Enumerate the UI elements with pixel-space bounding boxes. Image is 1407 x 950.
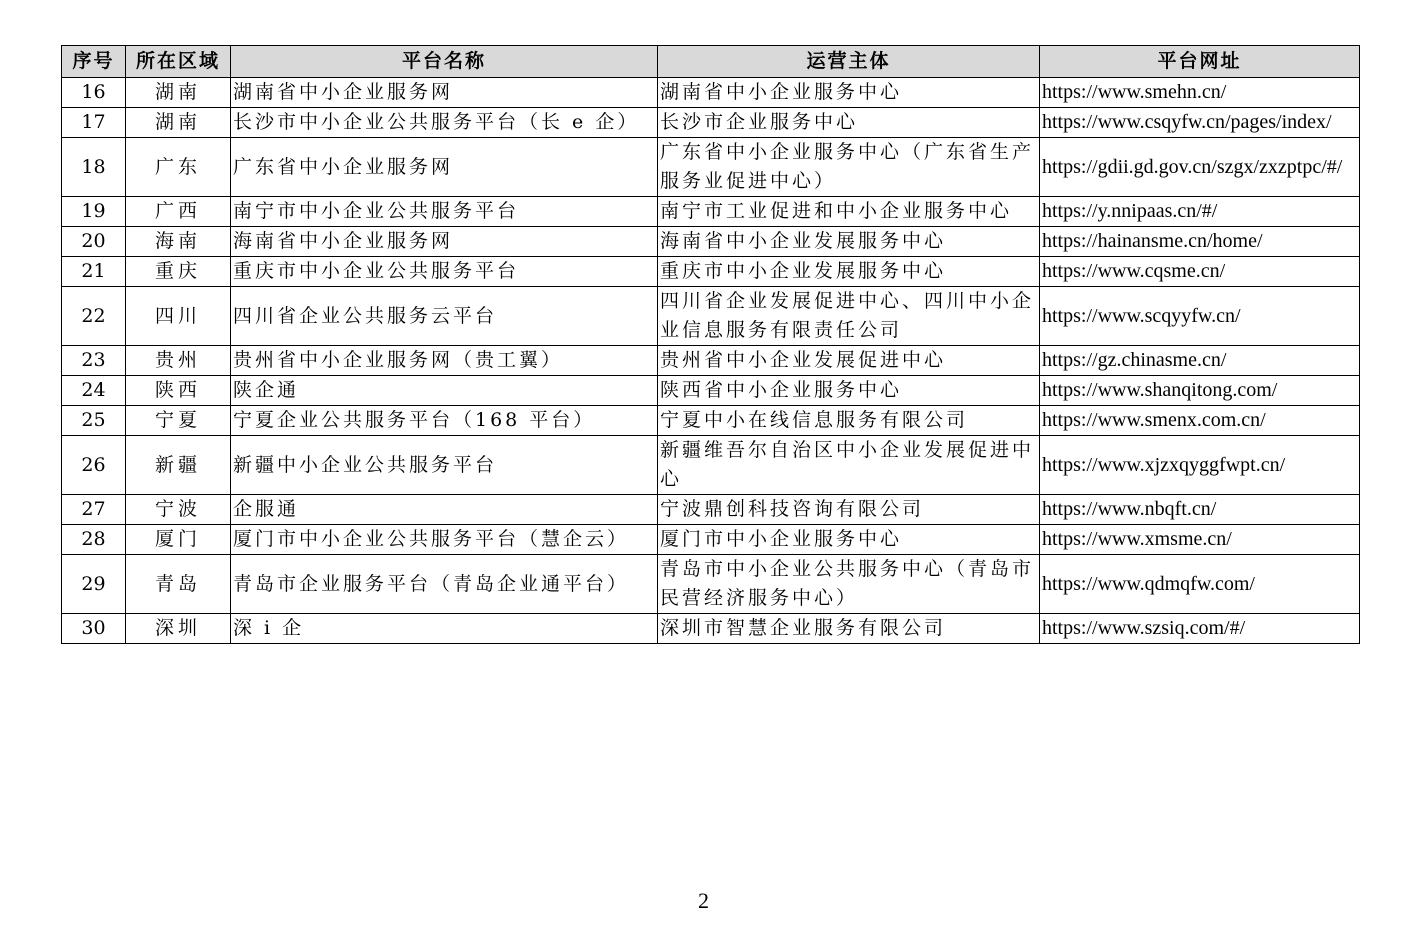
row-platform-name: 广东省中小企业服务网 (231, 138, 658, 197)
row-number: 27 (62, 495, 126, 525)
header-region: 所在区域 (126, 46, 231, 78)
row-number: 29 (62, 555, 126, 614)
page-number: 2 (698, 888, 709, 913)
row-platform-name: 青岛市企业服务平台（青岛企业通平台） (231, 555, 658, 614)
table-row (62, 108, 1360, 138)
table-row (62, 78, 1360, 108)
row-operator: 宁夏中小在线信息服务有限公司 (658, 406, 1040, 436)
row-region: 宁波 (126, 495, 231, 525)
row-url[interactable]: https://www.xjzxqyggfwpt.cn/ (1040, 436, 1360, 495)
row-url[interactable]: https://www.cqsme.cn/ (1040, 257, 1360, 287)
table-row (62, 346, 1360, 376)
row-number: 30 (62, 614, 126, 644)
row-operator: 深圳市智慧企业服务有限公司 (658, 614, 1040, 644)
row-region: 湖南 (126, 78, 231, 108)
row-operator: 广东省中小企业服务中心（广东省生产服务业促进中心） (658, 138, 1040, 197)
row-url[interactable]: https://www.qdmqfw.com/ (1040, 555, 1360, 614)
table-row (62, 227, 1360, 257)
row-region: 四川 (126, 287, 231, 346)
row-number: 28 (62, 525, 126, 555)
table-header-row (62, 46, 1360, 78)
platform-table (61, 45, 1360, 644)
table-row (62, 436, 1360, 495)
table-row (62, 525, 1360, 555)
row-number: 26 (62, 436, 126, 495)
row-url[interactable]: https://hainansme.cn/home/ (1040, 227, 1360, 257)
row-region: 深圳 (126, 614, 231, 644)
table-row (62, 257, 1360, 287)
table-row (62, 197, 1360, 227)
row-platform-name: 长沙市中小企业公共服务平台（长 e 企） (231, 108, 658, 138)
row-url[interactable]: https://gz.chinasme.cn/ (1040, 346, 1360, 376)
row-number: 17 (62, 108, 126, 138)
row-platform-name: 深 i 企 (231, 614, 658, 644)
row-platform-name: 湖南省中小企业服务网 (231, 78, 658, 108)
row-operator: 南宁市工业促进和中小企业服务中心 (658, 197, 1040, 227)
row-url[interactable]: https://www.xmsme.cn/ (1040, 525, 1360, 555)
row-number: 25 (62, 406, 126, 436)
row-operator: 贵州省中小企业发展促进中心 (658, 346, 1040, 376)
row-number: 22 (62, 287, 126, 346)
row-number: 18 (62, 138, 126, 197)
row-url[interactable]: https://www.shanqitong.com/ (1040, 376, 1360, 406)
row-region: 厦门 (126, 525, 231, 555)
row-operator: 陕西省中小企业服务中心 (658, 376, 1040, 406)
row-region: 陕西 (126, 376, 231, 406)
row-region: 重庆 (126, 257, 231, 287)
row-number: 20 (62, 227, 126, 257)
row-operator: 宁波鼎创科技咨询有限公司 (658, 495, 1040, 525)
row-platform-name: 贵州省中小企业服务网（贵工翼） (231, 346, 658, 376)
header-platform-name: 平台名称 (231, 46, 658, 78)
row-url[interactable]: https://www.szsiq.com/#/ (1040, 614, 1360, 644)
row-operator: 重庆市中小企业发展服务中心 (658, 257, 1040, 287)
row-url[interactable]: https://www.nbqft.cn/ (1040, 495, 1360, 525)
row-number: 21 (62, 257, 126, 287)
row-region: 贵州 (126, 346, 231, 376)
table-row (62, 495, 1360, 525)
row-platform-name: 新疆中小企业公共服务平台 (231, 436, 658, 495)
row-operator: 长沙市企业服务中心 (658, 108, 1040, 138)
table-row (62, 287, 1360, 346)
row-platform-name: 重庆市中小企业公共服务平台 (231, 257, 658, 287)
row-url[interactable]: https://www.csqyfw.cn/pages/index/ (1040, 108, 1360, 138)
row-operator: 青岛市中小企业公共服务中心（青岛市民营经济服务中心） (658, 555, 1040, 614)
row-platform-name: 厦门市中小企业公共服务平台（慧企云） (231, 525, 658, 555)
table-row (62, 614, 1360, 644)
table-row (62, 555, 1360, 614)
row-region: 广西 (126, 197, 231, 227)
header-serial-number: 序号 (62, 46, 126, 78)
row-operator: 厦门市中小企业服务中心 (658, 525, 1040, 555)
row-number: 24 (62, 376, 126, 406)
row-url[interactable]: https://gdii.gd.gov.cn/szgx/zxzptpc/#/ (1040, 138, 1360, 197)
row-number: 19 (62, 197, 126, 227)
row-platform-name: 宁夏企业公共服务平台（168 平台） (231, 406, 658, 436)
header-platform-url: 平台网址 (1040, 46, 1360, 78)
row-platform-name: 海南省中小企业服务网 (231, 227, 658, 257)
row-region: 宁夏 (126, 406, 231, 436)
row-operator: 海南省中小企业发展服务中心 (658, 227, 1040, 257)
row-region: 青岛 (126, 555, 231, 614)
row-platform-name: 企服通 (231, 495, 658, 525)
row-platform-name: 陕企通 (231, 376, 658, 406)
row-operator: 四川省企业发展促进中心、四川中小企业信息服务有限责任公司 (658, 287, 1040, 346)
row-region: 新疆 (126, 436, 231, 495)
row-region: 湖南 (126, 108, 231, 138)
header-operator: 运营主体 (658, 46, 1040, 78)
row-platform-name: 南宁市中小企业公共服务平台 (231, 197, 658, 227)
row-url[interactable]: https://www.scqyyfw.cn/ (1040, 287, 1360, 346)
table-row (62, 138, 1360, 197)
row-url[interactable]: https://y.nnipaas.cn/#/ (1040, 197, 1360, 227)
row-number: 23 (62, 346, 126, 376)
row-region: 海南 (126, 227, 231, 257)
row-region: 广东 (126, 138, 231, 197)
row-platform-name: 四川省企业公共服务云平台 (231, 287, 658, 346)
row-operator: 新疆维吾尔自治区中小企业发展促进中心 (658, 436, 1040, 495)
table-row (62, 406, 1360, 436)
row-url[interactable]: https://www.smenx.com.cn/ (1040, 406, 1360, 436)
row-url[interactable]: https://www.smehn.cn/ (1040, 78, 1360, 108)
table-row (62, 376, 1360, 406)
row-operator: 湖南省中小企业服务中心 (658, 78, 1040, 108)
row-number: 16 (62, 78, 126, 108)
